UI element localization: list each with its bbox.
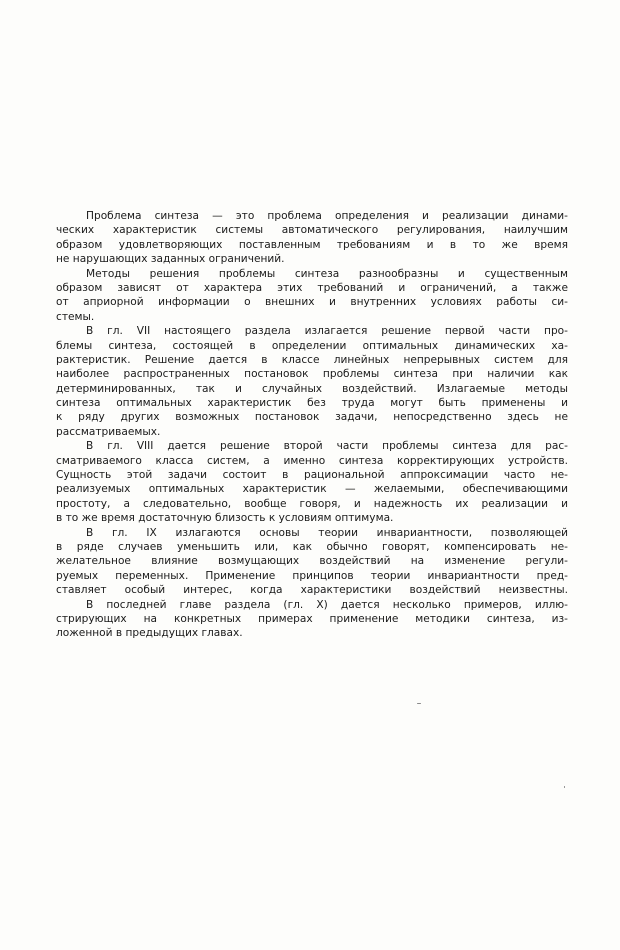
text-line: в ряде случаев уменьшить или, как обычно говорят, компенсировать не- [56,540,568,553]
text-line: ставляет особый интерес, когда характеристики воздействий неизвестны. [56,584,568,597]
text-line: не нарушающих заданных ограничений. [56,253,285,266]
text-line: Проблема синтеза — это проблема определения и реализации динами- [86,210,568,222]
text-line: стрирующих на конкретных примерах применение методики синтеза, из- [56,612,568,625]
text-line: реализуемых оптимальных характеристик — желаемыми, обеспечивающими [56,483,568,496]
text-line: желательное влияние возмущающих воздействий на изменение регули- [56,555,568,568]
text-line: руемых переменных. Применение принципов теории инвариантности пред- [56,569,568,582]
text-line: сматриваемого класса систем, а именно синтеза корректирующих устройств. [56,454,568,467]
text-line: рактеристик. Решение дается в классе линейных непрерывных систем для [56,353,568,366]
text-line: Методы решения проблемы синтеза разнообразны и существенным [86,267,568,280]
text-line: наиболее распространенных постановок проблемы синтеза при наличии как [56,368,568,381]
body-text [56,209,568,641]
text-line: в то же время достаточную близость к условиям оптимума. [56,512,394,525]
text-line: В гл. VII настоящего раздела излагается решение первой части про- [86,325,568,338]
text-line: к ряду других возможных постановок задачи, непосредственно здесь не [56,411,568,424]
paragraph [56,209,568,267]
paragraph [56,267,568,325]
paragraph [56,324,568,439]
text-line: детерминированных, так и случайных воздействий. Излагаемые методы [56,382,568,395]
text-line: В гл. VIII дается решение второй части проблемы синтеза для рас- [86,440,568,453]
text-line: от априорной информации о внешних и внутренних условиях работы си- [56,296,568,309]
text-line: рассматриваемых. [56,425,161,438]
text-line: простоту, а следовательно, вообще говоря, и надежность их реализации и [56,497,568,510]
paragraph [56,526,568,598]
text-line: ложенной в предыдущих главах. [56,627,243,640]
text-line: блемы синтеза, состоящей в определении оптимальных динамических ха- [56,339,568,352]
print-speck [417,703,421,704]
text-line: В гл. IX излагаются основы теории инвариантности, позволяющей [86,526,568,539]
text-line: Сущность этой задачи состоит в рациональной аппроксимации часто не- [56,469,568,482]
text-line: стемы. [56,310,95,323]
text-line: В последней главе раздела (гл. X) дается несколько примеров, иллю- [86,598,568,611]
text-line: ческих характеристик системы автоматического регулирования, наилучшим [56,224,568,237]
paragraph [56,439,568,525]
text-line: образом удовлетворяющих поставленным требованиям и в то же время [56,238,568,251]
paragraph [56,598,568,641]
print-speck [564,786,565,788]
text-line: синтеза оптимальных характеристик без труда могут быть применены и [56,397,568,410]
text-line: образом зависят от характера этих требований и ограничений, а также [56,281,568,294]
